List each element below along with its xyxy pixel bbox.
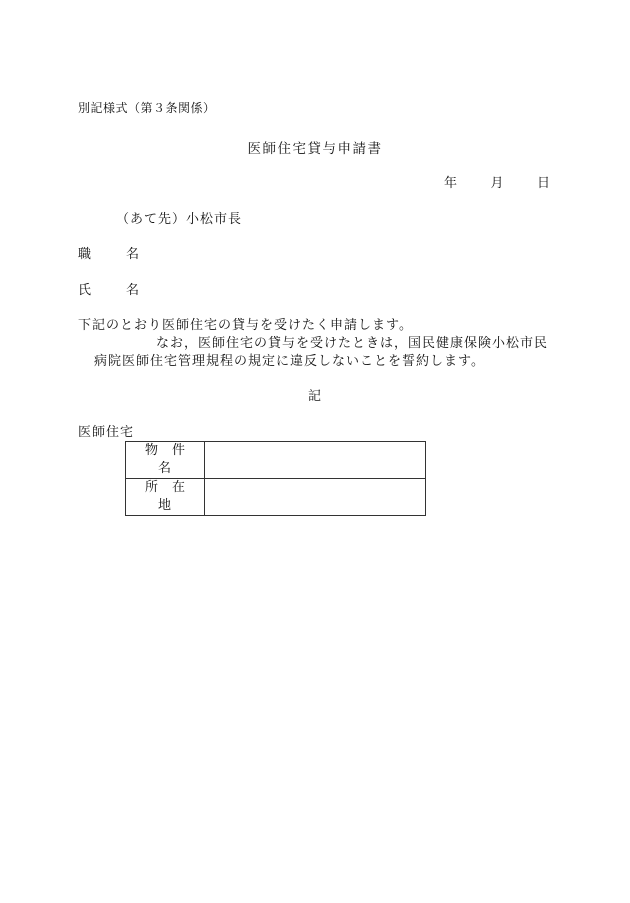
property-table [125, 441, 426, 516]
house-section-label: 医師住宅 [78, 425, 135, 440]
table-row [126, 479, 426, 516]
property-name-value[interactable] [205, 442, 426, 479]
form-label: 別記様式（第３条関係） [78, 101, 216, 115]
property-name-header: 物件 名 [126, 442, 205, 479]
ki-heading: 記 [307, 389, 322, 404]
field-name-char-1: 氏 [78, 283, 93, 298]
property-location-header: 所在 地 [126, 479, 205, 516]
date-month: 月 [490, 176, 504, 191]
page-title: 医師住宅貸与申請書 [247, 141, 383, 157]
body-paragraph-1: 下記のとおり医師住宅の貸与を受けたく申請します。 [78, 318, 413, 333]
property-location-value[interactable] [205, 479, 426, 516]
body-paragraph-2-line-1: なお，医師住宅の貸与を受けたときは，国民健康保険小松市民 [156, 336, 549, 351]
addressee: （あて先）小松市長 [116, 212, 243, 227]
date-line [444, 176, 550, 192]
field-title-label [78, 247, 140, 263]
table-row [126, 442, 426, 479]
date-year: 年 [444, 176, 458, 191]
field-name-label [78, 283, 140, 299]
body-paragraph-2-line-2: 病院医師住宅管理規程の規定に違反しないことを誓約します。 [94, 354, 485, 369]
field-name-char-2: 名 [126, 283, 141, 298]
field-title-char-1: 職 [78, 247, 93, 262]
date-day: 日 [536, 176, 550, 191]
field-title-char-2: 名 [126, 247, 141, 262]
